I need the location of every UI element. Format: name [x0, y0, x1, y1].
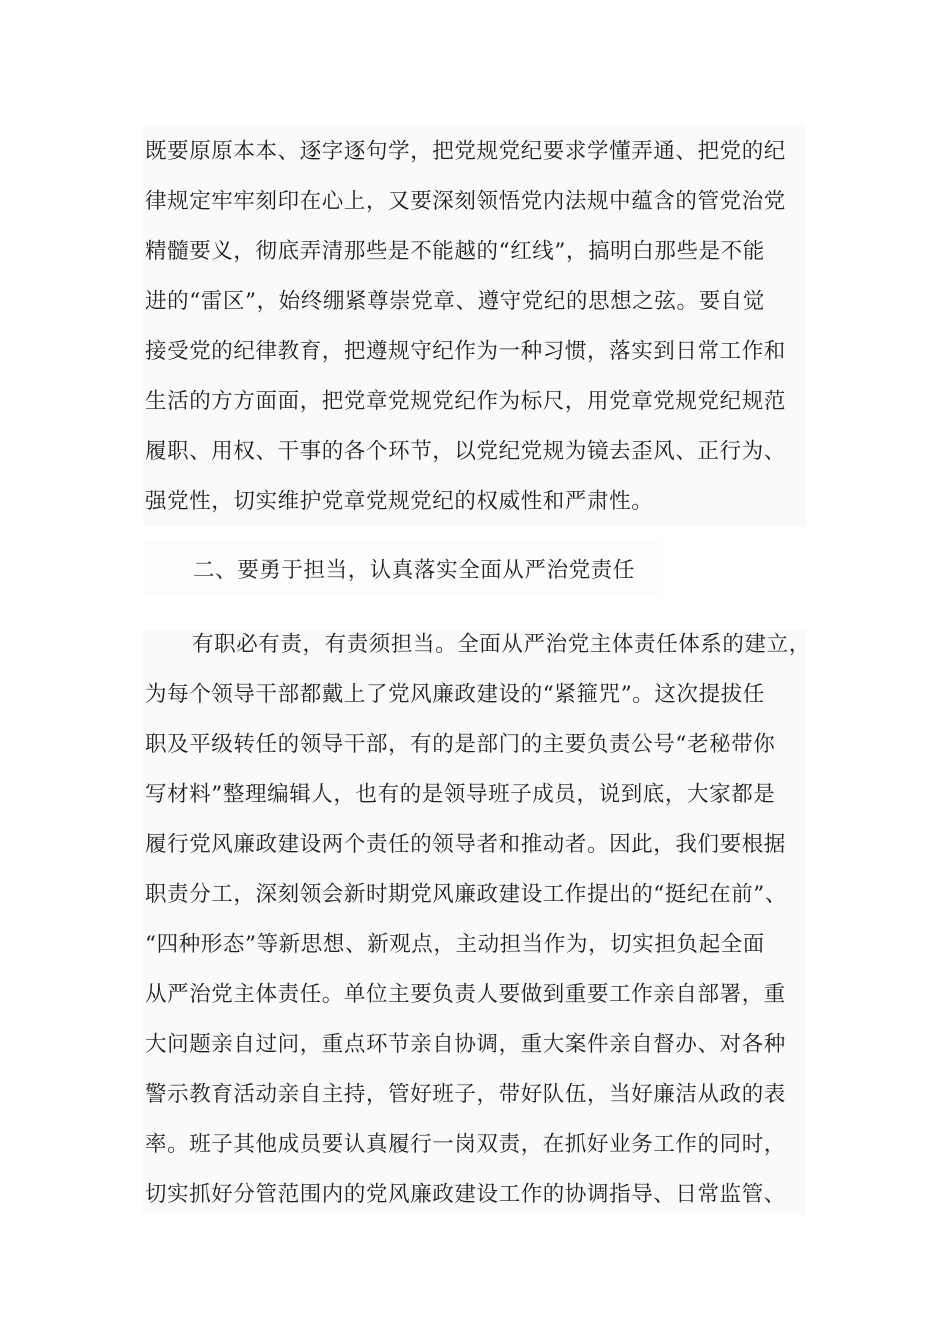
- text-line: 切实抓好分管范围内的党风廉政建设工作的协调指导、日常监管、: [145, 1182, 786, 1207]
- text-line: 为每个领导干部都戴上了党风廉政建设的“紧箍咒”。这次提拔任: [145, 682, 765, 707]
- text-line: 精髓要义，彻底弄清那些是不能越的“红线”，搞明白那些是不能: [145, 239, 765, 264]
- text-line: 从严治党主体责任。单位主要负责人要做到重要工作亲自部署，重: [145, 982, 786, 1007]
- paragraph-2: [145, 620, 815, 1220]
- text-line: 写材料”整理编辑人，也有的是领导班子成员，说到底，大家都是: [145, 782, 776, 807]
- text-line: 既要原原本本、逐字逐句学，把党规党纪要求学懂弄通、把党的纪: [145, 139, 786, 164]
- text-line: 有职必有责，有责须担当。全面从严治党主体责任体系的建立，: [192, 632, 811, 657]
- paragraph-1: [145, 127, 815, 527]
- text-line: 大问题亲自过问，重点环节亲自协调，重大案件亲自督办、对各种: [145, 1032, 786, 1057]
- text-line: 律规定牢牢刻印在心上，又要深刻领悟党内法规中蕴含的管党治党: [145, 189, 786, 214]
- text-line: 履行党风廉政建设两个责任的领导者和推动者。因此，我们要根据: [145, 832, 786, 857]
- text-line: 职责分工，深刻领会新时期党风廉政建设工作提出的“挺纪在前”、: [145, 882, 787, 907]
- text-line: 接受党的纪律教育，把遵规守纪作为一种习惯，落实到日常工作和: [145, 339, 786, 364]
- text-line: “四种形态”等新思想、新观点，主动担当作为，切实担负起全面: [145, 932, 765, 957]
- text-line: 职及平级转任的领导干部，有的是部门的主要负责公号“老秘带你: [145, 732, 776, 757]
- text-line: 率。班子其他成员要认真履行一岗双责，在抓好业务工作的同时，: [145, 1132, 786, 1157]
- text-line: 强党性，切实维护党章党规党纪的权威性和严肃性。: [145, 489, 654, 514]
- text-line: 履职、用权、干事的各个环节，以党纪党规为镜去歪风、正行为、: [145, 439, 786, 464]
- text-line: 警示教育活动亲自主持，管好班子，带好队伍，当好廉洁从政的表: [145, 1082, 786, 1107]
- text-line: 进的“雷区”，始终绷紧尊崇党章、遵守党纪的思想之弦。要自觉: [145, 289, 765, 314]
- section-heading: 二、要勇于担当，认真落实全面从严治党责任: [193, 558, 636, 583]
- text-line: 生活的方方面面，把党章党规党纪作为标尺，用党章党规党纪规范: [145, 389, 786, 414]
